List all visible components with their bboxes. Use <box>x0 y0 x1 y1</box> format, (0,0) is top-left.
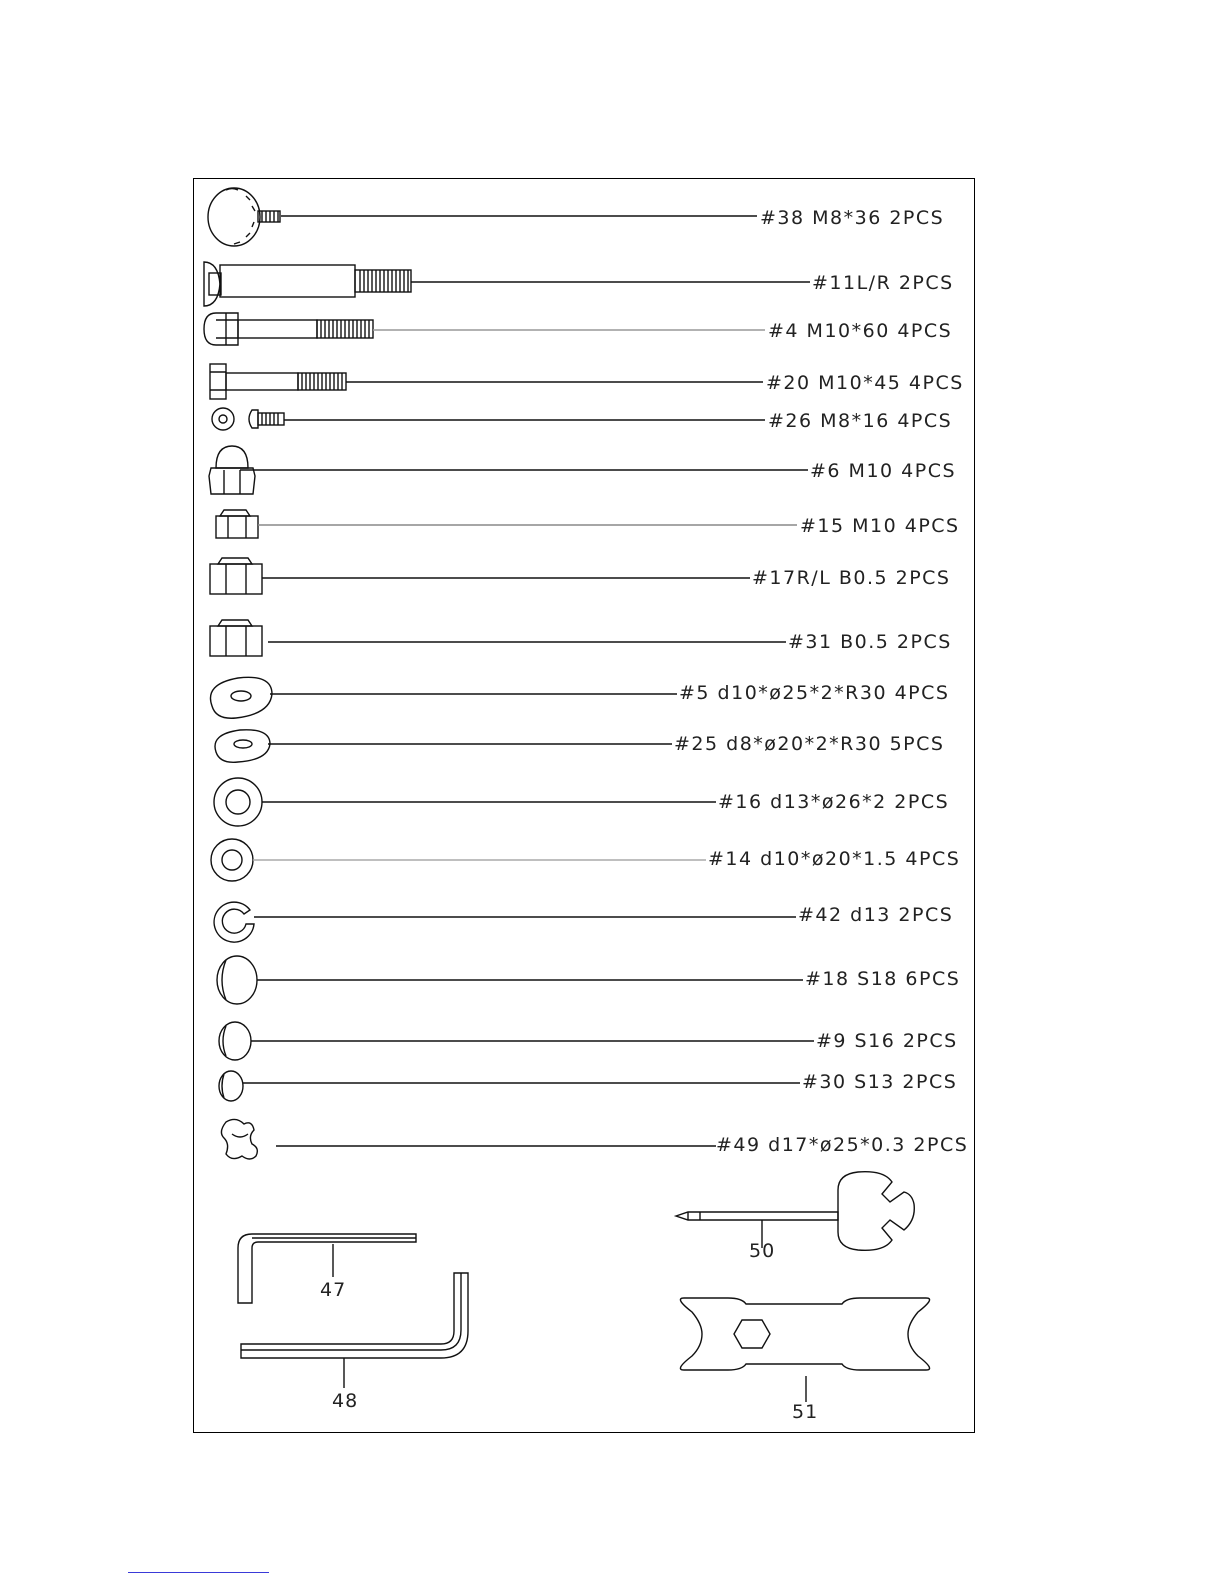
part-30-label: #30 S13 2PCS <box>802 1071 958 1093</box>
part-11-bolt-icon <box>204 262 411 306</box>
tool-51-label: 51 <box>792 1401 819 1423</box>
footer-link-underline[interactable] <box>128 1572 269 1573</box>
part-18-cap-icon <box>217 956 257 1004</box>
tool-47-label: 47 <box>320 1279 347 1301</box>
part-14-washer-icon <box>211 839 253 881</box>
part-18-label: #18 S18 6PCS <box>805 968 961 990</box>
part-17-label: #17R/L B0.5 2PCS <box>752 567 951 589</box>
allen-key-48-icon <box>241 1273 468 1388</box>
part-26-bolt-icon <box>212 408 284 430</box>
part-15-nut-icon <box>216 510 258 538</box>
part-38-knob-icon <box>208 188 280 246</box>
part-4-bolt-icon <box>204 313 373 345</box>
part-4-label: #4 M10*60 4PCS <box>768 320 953 342</box>
part-9-label: #9 S16 2PCS <box>816 1030 958 1052</box>
screwdriver-wrench-50-icon <box>676 1172 914 1251</box>
part-6-label: #6 M10 4PCS <box>810 460 957 482</box>
part-31-label: #31 B0.5 2PCS <box>788 631 952 653</box>
part-25-washer-icon <box>215 730 270 763</box>
part-17-nut-icon <box>210 558 262 594</box>
part-11-label: #11L/R 2PCS <box>812 272 954 294</box>
tool-50-label: 50 <box>749 1240 776 1262</box>
tool-48-label: 48 <box>332 1390 359 1412</box>
part-9-cap-icon <box>219 1022 251 1060</box>
part-15-label: #15 M10 4PCS <box>800 515 960 537</box>
part-30-cap-icon <box>219 1071 243 1101</box>
part-16-label: #16 d13*ø26*2 2PCS <box>718 791 950 813</box>
part-25-label: #25 d8*ø20*2*R30 5PCS <box>674 733 945 755</box>
part-16-washer-icon <box>214 778 262 826</box>
part-42-label: #42 d13 2PCS <box>798 904 954 926</box>
wrench-51-icon <box>680 1298 929 1402</box>
part-20-label: #20 M10*45 4PCS <box>766 372 964 394</box>
part-49-label: #49 d17*ø25*0.3 2PCS <box>716 1134 969 1156</box>
part-20-bolt-icon <box>210 364 346 399</box>
part-49-clip-icon <box>221 1119 257 1159</box>
part-14-label: #14 d10*ø20*1.5 4PCS <box>708 848 961 870</box>
part-5-washer-icon <box>210 677 272 718</box>
part-31-nut-icon <box>210 620 262 656</box>
part-26-label: #26 M8*16 4PCS <box>768 410 953 432</box>
part-5-label: #5 d10*ø25*2*R30 4PCS <box>679 682 950 704</box>
part-42-ring-icon <box>214 902 254 942</box>
part-38-label: #38 M8*36 2PCS <box>760 207 945 229</box>
